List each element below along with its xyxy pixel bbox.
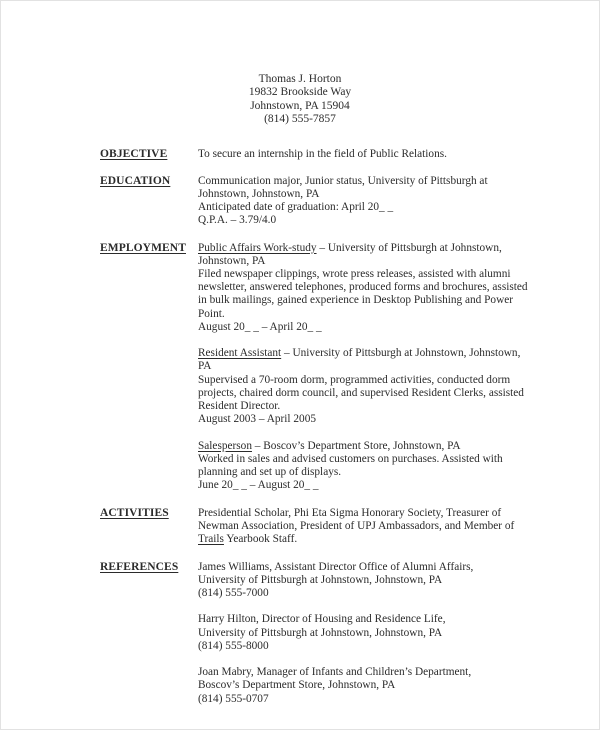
section-heading-education	[100, 175, 198, 188]
entry-line: Worked in sales and advised customers on purchases. Assisted with	[198, 452, 503, 465]
entry-line: Johnstown, Johnstown, PA	[198, 188, 320, 201]
section-heading-employment	[100, 242, 198, 255]
entry-line: August 2003 – April 2005	[198, 413, 316, 426]
entry-title-line	[198, 440, 563, 453]
entry	[198, 242, 563, 334]
entry-title: Resident Assistant	[198, 347, 282, 360]
entry-line: James Williams, Assistant Director Office of Alumni Affairs,	[198, 560, 474, 573]
section-body-references	[198, 561, 563, 706]
entry	[198, 666, 563, 706]
applicant-city-state-zip: Johnstown, PA 15904	[250, 99, 350, 112]
entry-title-suffix: – University of Pittsburgh at Johnstown,	[316, 241, 502, 254]
resume-section-references	[1, 561, 599, 706]
entry-line: Q.P.A. – 3.79/4.0	[198, 214, 277, 227]
applicant-street: 19832 Brookside Way	[248, 86, 352, 99]
publication-title: Trails	[198, 533, 224, 546]
entry-line: newsletter, answered telephones, produced forms and brochures, assisted	[198, 281, 528, 294]
entry-line: Supervised a 70-room dorm, programmed activities, conducted dorm	[198, 373, 511, 386]
entry-line: Johnstown, PA	[198, 254, 266, 267]
section-body-activities	[198, 507, 563, 547]
resume-section-employment	[1, 242, 599, 493]
entry-line: Communication major, Junior status, University of Pittsburgh at	[198, 174, 488, 187]
entry-line: To secure an internship in the field of Public Relations.	[198, 147, 447, 160]
entry-line: planning and set up of displays.	[198, 466, 342, 479]
applicant-name: Thomas J. Horton	[258, 73, 342, 85]
section-body-employment	[198, 242, 563, 493]
section-heading-text: ACTIVITIES	[100, 506, 169, 519]
entry-line: Joan Mabry, Manager of Infants and Children’s Department,	[198, 666, 472, 679]
entry	[198, 347, 563, 426]
entry-line: Boscov’s Department Store, Johnstown, PA	[198, 679, 396, 692]
entry-line: projects, chaired dorm council, and supervised Resident Clerks, assisted	[198, 386, 524, 399]
resume-sections	[1, 148, 599, 706]
resume-section-objective	[1, 148, 599, 161]
section-heading-text: OBJECTIVE	[100, 147, 168, 160]
entry-line: Newman Association, President of UPJ Ambassadors, and Member of	[198, 520, 515, 533]
entry-line: Filed newspaper clippings, wrote press releases, assisted with alumni	[198, 268, 511, 281]
entry-title: Salesperson	[198, 439, 252, 452]
entry-line: August 20_ _ – April 20_ _	[198, 320, 322, 333]
resume-section-education	[1, 175, 599, 228]
resume-letterhead	[1, 1, 599, 127]
entry	[198, 561, 563, 601]
entry-title-line	[198, 347, 563, 360]
entry-line: Presidential Scholar, Phi Eta Sigma Honorary Society, Treasurer of	[198, 506, 502, 519]
entry	[198, 440, 563, 493]
entry-line: Point.	[198, 307, 225, 320]
section-body-objective	[198, 148, 563, 161]
entry-line: in bulk mailings, gained experience in Desktop Publishing and Power	[198, 294, 514, 307]
entry-line-rest: Yearbook Staff.	[223, 533, 298, 546]
entry-line: University of Pittsburgh at Johnstown, Johnstown, PA	[198, 626, 443, 639]
entry-title-line	[198, 242, 563, 255]
applicant-phone: (814) 555-7857	[264, 113, 336, 126]
entry-line: (814) 555-0707	[198, 692, 269, 705]
entry-line: Harry Hilton, Director of Housing and Residence Life,	[198, 613, 446, 626]
entry-line: Resident Director.	[198, 400, 281, 413]
entry-line	[198, 533, 563, 546]
entry-line: PA	[198, 360, 212, 373]
entry-title-suffix: – University of Pittsburgh at Johnstown, Johnstown,	[281, 347, 521, 360]
section-heading-text: REFERENCES	[100, 560, 179, 573]
resume-sheet	[1, 1, 599, 729]
entry-line: Anticipated date of graduation: April 20_ _	[198, 201, 394, 214]
entry	[198, 148, 563, 161]
entry-title: Public Affairs Work-study	[198, 241, 317, 254]
section-body-education	[198, 175, 563, 228]
entry-title-suffix: – Boscov’s Department Store, Johnstown, PA	[251, 439, 461, 452]
section-heading-references	[100, 561, 198, 574]
entry	[198, 175, 563, 228]
entry-line: June 20_ _ – August 20_ _	[198, 479, 319, 492]
entry-line: University of Pittsburgh at Johnstown, Johnstown, PA	[198, 573, 443, 586]
entry-line: (814) 555-8000	[198, 639, 269, 652]
section-heading-text: EDUCATION	[100, 174, 171, 187]
section-heading-activities	[100, 507, 198, 520]
entry	[198, 613, 563, 653]
entry	[198, 507, 563, 547]
resume-section-activities	[1, 507, 599, 547]
section-heading-objective	[100, 148, 198, 161]
section-heading-text: EMPLOYMENT	[100, 241, 186, 254]
entry-line: (814) 555-7000	[198, 586, 269, 599]
